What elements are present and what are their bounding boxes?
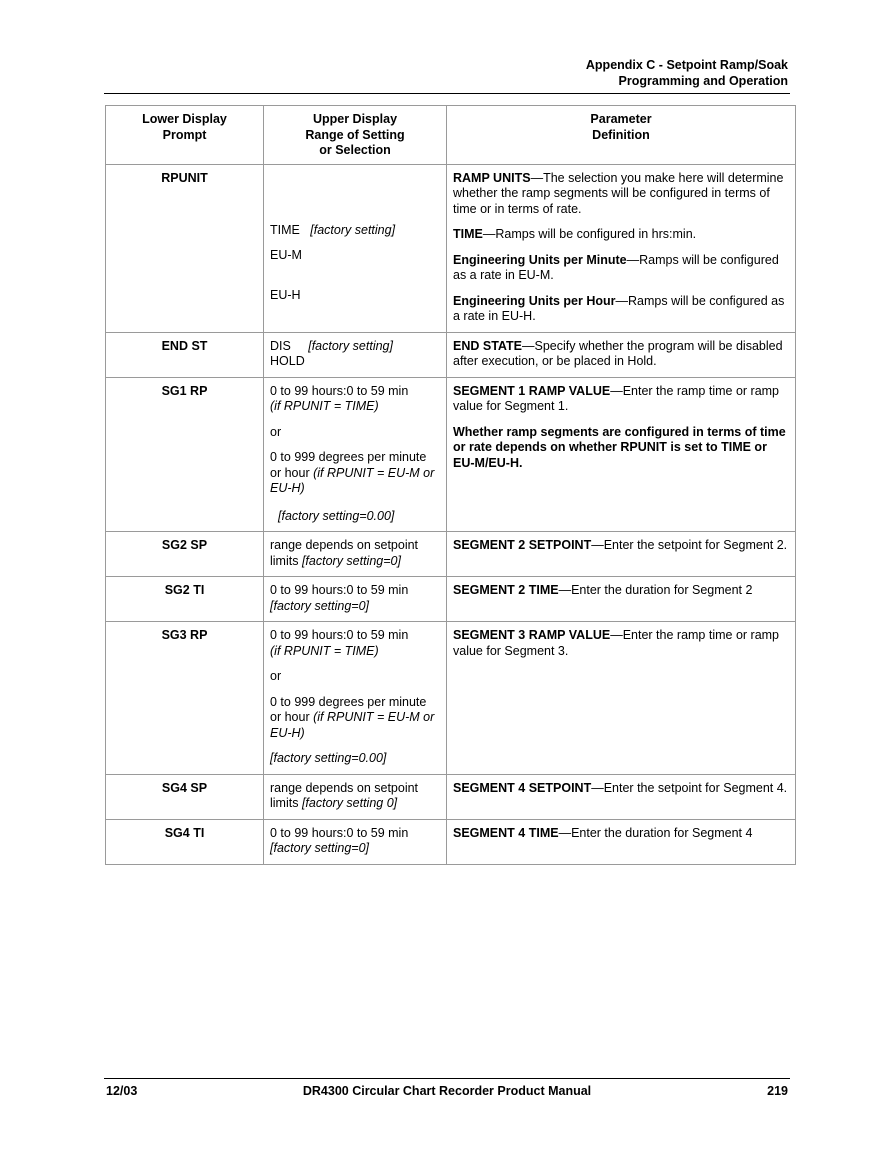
header-divider — [104, 93, 790, 94]
prompt-cell: SG4 SP — [106, 774, 264, 819]
range-cell: 0 to 99 hours:0 to 59 min [factory setting=0] — [264, 577, 447, 622]
page-header — [586, 57, 788, 89]
parameter-table — [105, 105, 796, 865]
prompt-cell: SG1 RP — [106, 377, 264, 532]
range-cell: range depends on setpoint limits [factory setting 0] — [264, 774, 447, 819]
footer-date: 12/03 — [106, 1084, 138, 1098]
definition-cell: SEGMENT 2 TIME—Enter the duration for Segment 2 — [447, 577, 796, 622]
table-header-row — [106, 106, 796, 165]
range-cell: 0 to 99 hours:0 to 59 min (if RPUNIT = TIME) or 0 to 999 degrees per minute or hour (if RPUNIT = EU-M or EU-H) [factory setting=0.00] — [264, 622, 447, 775]
definition-cell: SEGMENT 1 RAMP VALUE—Enter the ramp time or ramp value for Segment 1. Whether ramp segments are configured in terms of time or rate depends on whether RPUNIT is set to TIME or EU-M/EU-H. — [447, 377, 796, 532]
table-row — [106, 532, 796, 577]
header-title: Appendix C - Setpoint Ramp/Soak — [585, 58, 788, 72]
prompt-cell: SG4 TI — [106, 819, 264, 864]
range-cell: 0 to 99 hours:0 to 59 min (if RPUNIT = TIME) or 0 to 999 degrees per minute or hour (if RPUNIT = EU-M or EU-H) [factory setting=0.00] — [264, 377, 447, 532]
column-header-range: Upper Display Range of Setting or Selection — [264, 106, 447, 165]
definition-cell: SEGMENT 4 TIME—Enter the duration for Segment 4 — [447, 819, 796, 864]
range-cell: DIS [factory setting] HOLD — [264, 332, 447, 377]
page-number: 219 — [767, 1084, 788, 1098]
range-cell: range depends on setpoint limits [factory setting=0] — [264, 532, 447, 577]
definition-cell: END STATE—Specify whether the program will be disabled after execution, or be placed in Hold. — [447, 332, 796, 377]
table-row — [106, 774, 796, 819]
definition-cell: RAMP UNITS—The selection you make here will determine whether the ramp segments will be configured in terms of time or in terms of rate. TIME—Ramps will be configured in hrs:min. Engineering Units per Minute—Ramps will be configured as a rate in EU-M. Engineering Units per Hour—Ramps will be configured as a rate in EU-H. — [447, 164, 796, 332]
footer-divider — [104, 1078, 790, 1079]
prompt-cell: SG2 SP — [106, 532, 264, 577]
column-header-prompt: Lower Display Prompt — [106, 106, 264, 165]
definition-cell: SEGMENT 2 SETPOINT—Enter the setpoint for Segment 2. — [447, 532, 796, 577]
prompt-cell: SG2 TI — [106, 577, 264, 622]
footer-title: DR4300 Circular Chart Recorder Product Manual — [302, 1084, 592, 1098]
definition-cell: SEGMENT 3 RAMP VALUE—Enter the ramp time or ramp value for Segment 3. — [447, 622, 796, 775]
prompt-cell: RPUNIT — [106, 164, 264, 332]
table-row — [106, 164, 796, 332]
column-header-definition: Parameter Definition — [447, 106, 796, 165]
prompt-cell: END ST — [106, 332, 264, 377]
table-row — [106, 819, 796, 864]
table-row — [106, 577, 796, 622]
table-row — [106, 377, 796, 532]
prompt-cell: SG3 RP — [106, 622, 264, 775]
range-cell: 0 to 99 hours:0 to 59 min [factory setting=0] — [264, 819, 447, 864]
table-row — [106, 622, 796, 775]
definition-cell: SEGMENT 4 SETPOINT—Enter the setpoint for Segment 4. — [447, 774, 796, 819]
header-subtitle: Programming and Operation — [618, 74, 788, 88]
table-row — [106, 332, 796, 377]
range-cell: TIME [factory setting] EU-M EU-H — [264, 164, 447, 332]
